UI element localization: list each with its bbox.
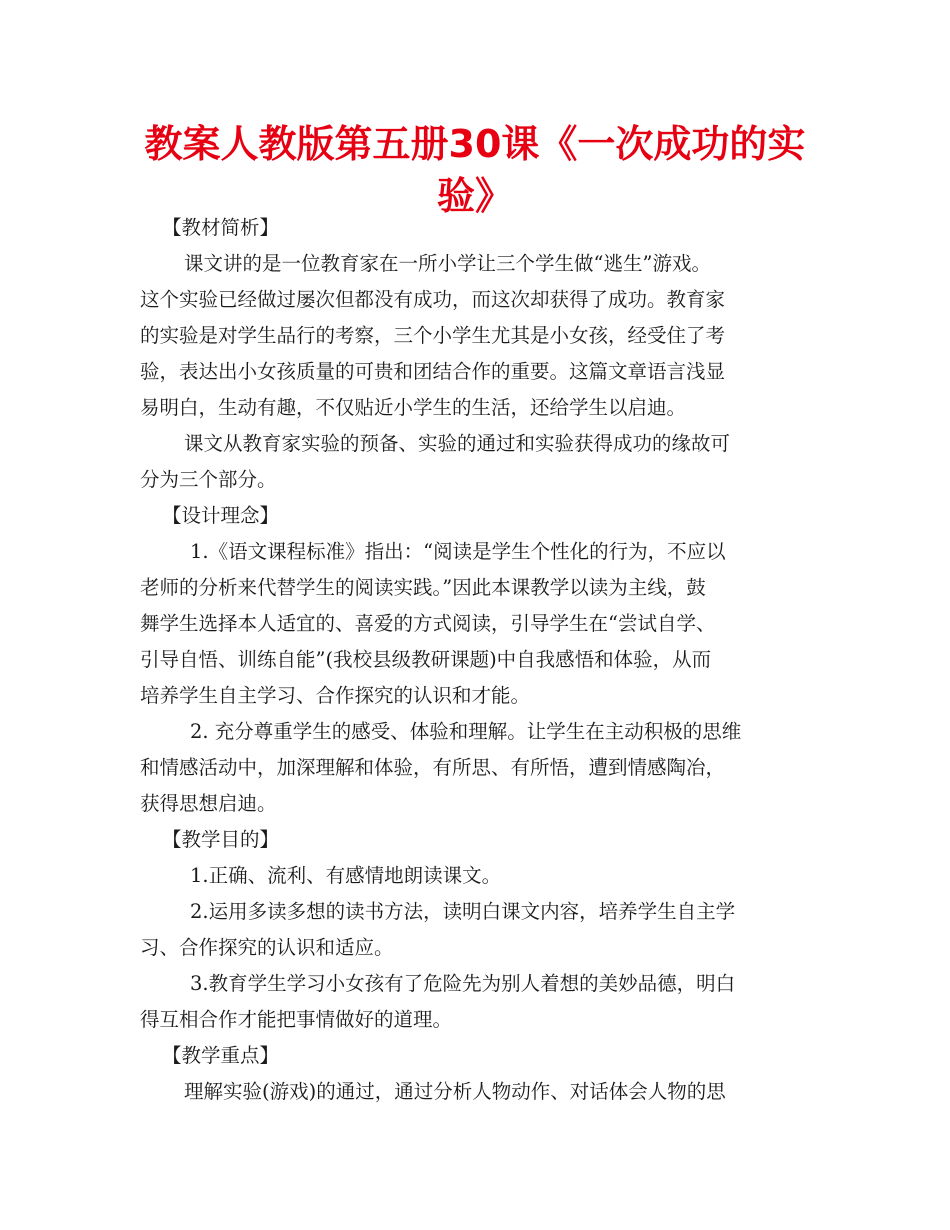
paragraph-line: 习、合作探究的认识和适应。 — [140, 936, 394, 959]
section-heading: 【教材简析】 — [162, 216, 280, 239]
paragraph-line: 和情感活动中，加深理解和体验，有所思、有所悟，遭到情感陶冶， — [140, 756, 726, 779]
title-line-2: 验》 — [436, 174, 513, 218]
paragraph-line: 2. 充分尊重学生的感受、体验和理解。让学生在主动积极的思维 — [190, 720, 742, 743]
document-title — [140, 118, 810, 222]
paragraph-line: 3.教育学生学习小女孩有了危险先为别人着想的美妙品德，明白 — [190, 972, 736, 995]
paragraph-line: 舞学生选择本人适宜的、喜爱的方式阅读，引导学生在“尝试自学、 — [140, 612, 716, 635]
title-line-1: 教案人教版第五册30课《一次成功的实 — [144, 122, 806, 166]
paragraph-line: 1.《语文课程标准》指出：“阅读是学生个性化的行为，不应以 — [190, 540, 726, 563]
paragraph-line: 1.正确、流利、有感情地朗读课文。 — [190, 864, 502, 887]
paragraph-line: 获得思想启迪。 — [140, 792, 277, 815]
paragraph-line: 老师的分析来代替学生的阅读实践。”因此本课教学以读为主线，鼓 — [140, 576, 706, 599]
paragraph-line: 培养学生自主学习、合作探究的认识和才能。 — [140, 684, 531, 707]
paragraph-line: 分为三个部分。 — [140, 468, 277, 491]
paragraph-line: 得互相合作才能把事情做好的道理。 — [140, 1008, 453, 1031]
paragraph-line: 引导自悟、训练自能”(我校县级教研课题)中自我感悟和体验，从而 — [140, 648, 712, 671]
section-heading: 【设计理念】 — [162, 504, 280, 527]
paragraph-line: 验，表达出小女孩质量的可贵和团结合作的重要。这篇文章语言浅显 — [140, 360, 726, 383]
paragraph-line: 课文讲的是一位教育家在一所小学让三个学生做“逃生”游戏。 — [184, 252, 711, 275]
section-heading: 【教学目的】 — [162, 828, 280, 851]
paragraph-line: 易明白，生动有趣，不仅贴近小学生的生活，还给学生以启迪。 — [140, 396, 687, 419]
section-heading: 【教学重点】 — [162, 1044, 280, 1067]
paragraph-line: 课文从教育家实验的预备、实验的通过和实验获得成功的缘故可 — [184, 432, 731, 455]
paragraph-line: 2.运用多读多想的读书方法，读明白课文内容，培养学生自主学 — [190, 900, 736, 923]
paragraph-line: 这个实验已经做过屡次但都没有成功，而这次却获得了成功。教育家 — [140, 288, 726, 311]
paragraph-line: 的实验是对学生品行的考察，三个小学生尤其是小女孩，经受住了考 — [140, 324, 726, 347]
paragraph-line: 理解实验(游戏)的通过，通过分析人物动作、对话体会人物的思 — [184, 1080, 726, 1103]
document-body — [140, 210, 820, 1110]
